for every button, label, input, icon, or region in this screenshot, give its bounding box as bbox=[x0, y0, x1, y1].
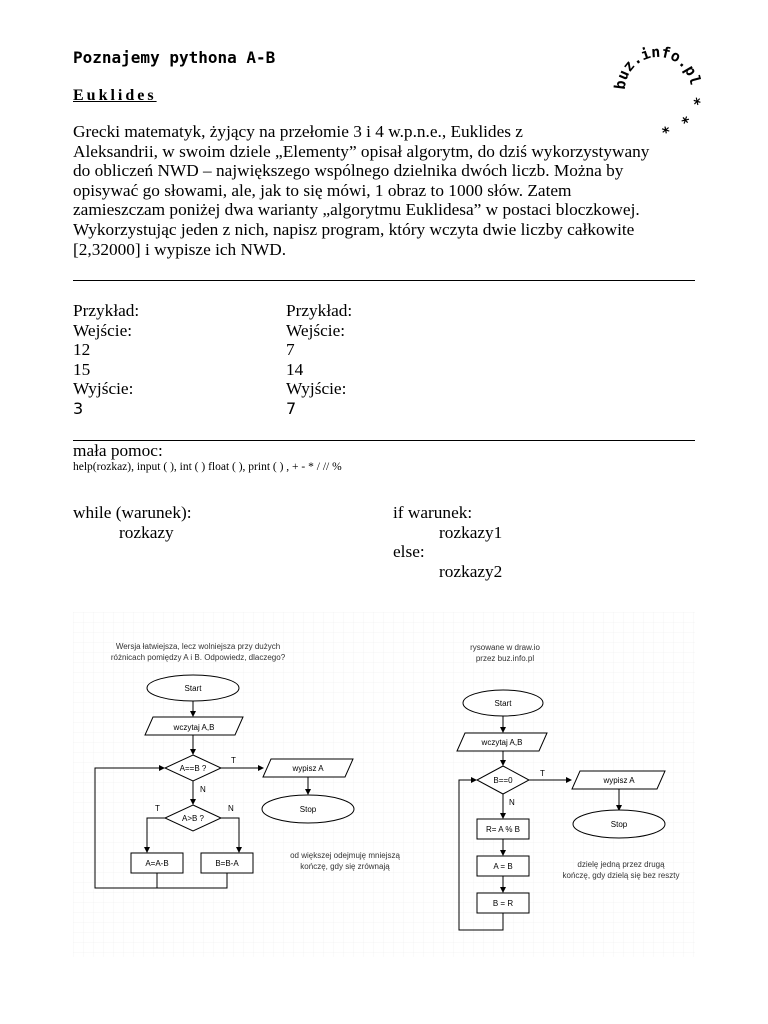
true-label: T bbox=[540, 769, 545, 778]
example-output-value: 3 bbox=[73, 398, 84, 418]
divider bbox=[73, 280, 695, 281]
right-note-line: kończę, gdy dzielą się bez reszty bbox=[562, 871, 680, 880]
while-line: while (warunek): bbox=[73, 503, 192, 522]
intro-line: Aleksandrii, w swoim dziele „Elementy” opisał algorytm, do dziś wykorzystywany bbox=[73, 141, 650, 161]
help-heading: mała pomoc: bbox=[73, 441, 163, 460]
intro-line: Wykorzystując jeden z nich, napisz program, który wczyta dwie liczby całkowite bbox=[73, 219, 635, 239]
intro-line: [2,32000] i wypisze ich NWD. bbox=[73, 239, 287, 259]
help-functions: help(rozkaz), input ( ), int ( ) float ( ), print ( ) , + - * / // % bbox=[73, 461, 342, 473]
left-caption-line: różnicach pomiędzy A i B. Odpowiedz, dlaczego? bbox=[110, 653, 286, 662]
example-output-label: Wyjście: bbox=[286, 379, 347, 398]
example-heading: Przykład: bbox=[286, 301, 353, 320]
if-syntax bbox=[393, 503, 502, 582]
else-body: rozkazy2 bbox=[439, 562, 503, 582]
stop-label: Stop bbox=[610, 820, 628, 829]
greater-true-label: T bbox=[155, 804, 160, 813]
start-label: Start bbox=[494, 699, 512, 708]
right-caption-line: rysowane w draw.io bbox=[470, 643, 540, 652]
read-label: wczytaj A,B bbox=[173, 723, 215, 732]
zero-label: B==0 bbox=[493, 776, 513, 785]
example-input-value: 15 bbox=[73, 359, 91, 379]
modulo-label: R= A % B bbox=[485, 825, 521, 834]
logo-text: buz.info.pl * * * bbox=[610, 42, 706, 138]
example-input-value: 7 bbox=[286, 340, 295, 359]
while-body: rozkazy bbox=[119, 522, 174, 542]
print-label: wypisz A bbox=[603, 776, 635, 785]
start-label: Start bbox=[184, 684, 202, 693]
example-output-label: Wyjście: bbox=[73, 379, 134, 398]
if-line: if warunek: bbox=[393, 503, 473, 522]
equality-label: A==B ? bbox=[179, 764, 207, 773]
right-note-line: dzielę jedną przez drugą bbox=[577, 860, 665, 869]
subtract-a-label: A=A-B bbox=[145, 859, 169, 868]
subtract-b-label: B=B-A bbox=[215, 859, 239, 868]
page-title: Poznajemy pythona A-B bbox=[73, 48, 276, 67]
false-label: N bbox=[200, 785, 206, 794]
example-input-label: Wejście: bbox=[73, 320, 133, 340]
left-note-line: kończę, gdy się zrównają bbox=[300, 862, 390, 871]
divider bbox=[73, 440, 695, 441]
true-label: T bbox=[231, 756, 236, 765]
left-caption-line: Wersja łatwiejsza, lecz wolniejsza przy dużych bbox=[115, 642, 281, 651]
if-body: rozkazy1 bbox=[439, 522, 503, 542]
section-title: Euklides bbox=[73, 87, 157, 104]
flowchart-figure bbox=[73, 612, 695, 957]
intro-line: Grecki matematyk, żyjący na przełomie 3 i 4 w.p.n.e., Euklides z bbox=[73, 122, 523, 141]
false-label: N bbox=[509, 798, 515, 807]
assign-a-label: A = B bbox=[493, 862, 513, 871]
example-input-value: 14 bbox=[286, 359, 304, 379]
stop-label: Stop bbox=[299, 805, 317, 814]
example-input-value: 12 bbox=[73, 340, 91, 359]
intro-line: zamieszczam poniżej dwa warianty „algorytmu Euklidesa” w postaci bloczkowej. bbox=[73, 200, 640, 220]
else-line: else: bbox=[393, 542, 425, 562]
intro-paragraph bbox=[73, 122, 703, 259]
example-heading: Przykład: bbox=[73, 301, 140, 320]
example-output-value: 7 bbox=[286, 398, 297, 418]
greater-label: A>B ? bbox=[181, 814, 205, 823]
greater-false-label: N bbox=[228, 804, 234, 813]
print-label: wypisz A bbox=[292, 764, 324, 773]
right-caption-line: przez buz.info.pl bbox=[475, 654, 535, 663]
example-1 bbox=[73, 301, 139, 418]
intro-line: do obliczeń NWD – największego wspólnego dzielnika dwóch liczb. Można by bbox=[73, 161, 624, 181]
read-label: wczytaj A,B bbox=[481, 738, 523, 747]
assign-b-label: B = R bbox=[492, 899, 514, 908]
left-note-line: od większej odejmuję mniejszą bbox=[290, 851, 400, 860]
example-2 bbox=[286, 301, 352, 418]
intro-line: opisywać go słowami, ale, jak to się mówi, 1 obraz to 1000 słów. Zatem bbox=[73, 180, 572, 200]
while-syntax bbox=[73, 503, 192, 542]
example-input-label: Wejście: bbox=[286, 320, 346, 340]
